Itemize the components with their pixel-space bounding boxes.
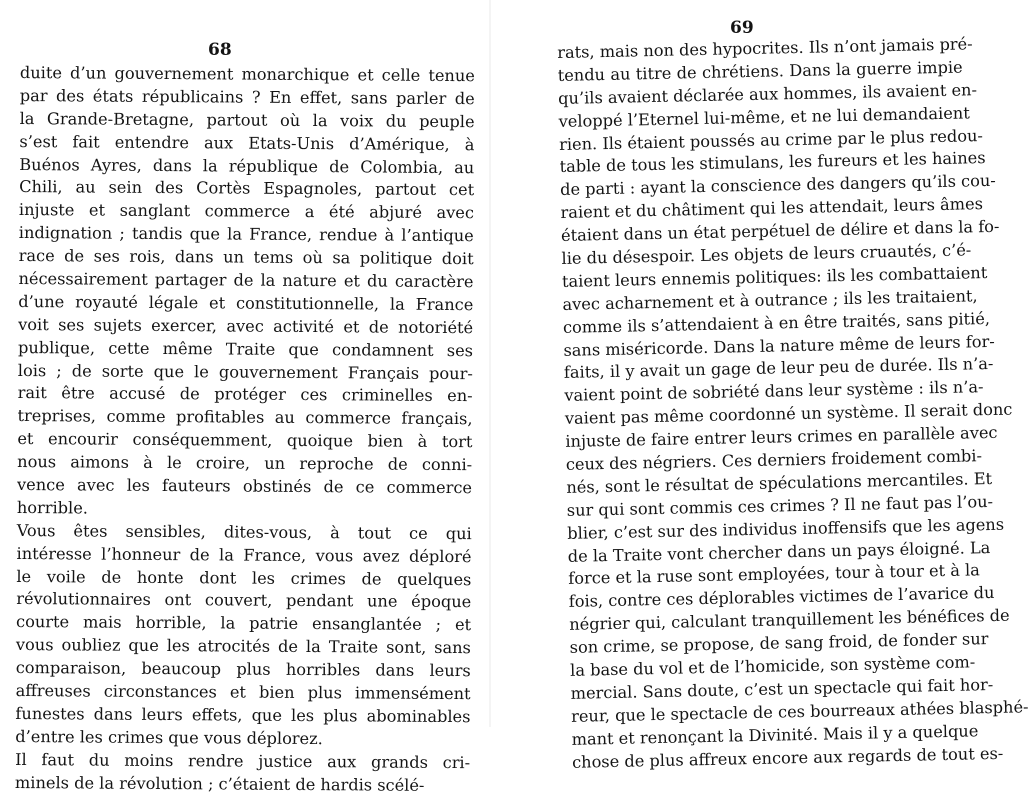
text-line: reur, que le spectacle de ces bourreaux athées blasphé- <box>570 697 1029 726</box>
text-line: lie du désespoir. Les objets de leurs cruautés, c’é- <box>561 240 972 268</box>
text-line: raient et du châtiment qui les attendait, leurs âmes <box>560 194 984 223</box>
text-line: étaient dans un état perpétuel de délire et dans la fo- <box>560 216 1000 246</box>
text-line: vaient pas même coordonné un système. Il serait donc <box>564 399 1013 429</box>
text-line: avec acharnement et à outrance ; ils les traitaient, <box>562 286 978 314</box>
text-line: de la Traite vont chercher dans un pays éloigné. La <box>567 537 991 566</box>
page-number: 68 <box>208 40 232 60</box>
text-line: son crime, se propose, de sang froid, de fonder sur <box>569 629 989 658</box>
text-line: rats, mais non des hypocrites. Ils n’ont jamais pré- <box>557 34 973 62</box>
text-line: funestes dans leurs effets, que les plus abominables <box>15 703 471 727</box>
text-line: minels de la révolution ; c’étaient de hardis scélé- <box>14 772 425 795</box>
text-line: nés, sont le résultat de spéculations mercantiles. Et <box>566 468 993 497</box>
text-line: comme ils s’attendaient à en être traités, sans pitié, <box>562 308 991 337</box>
text-line: négrier qui, calculant tranquillement les bénéfices de <box>569 605 1010 635</box>
text-line: indignation ; tandis que la France, rendue à l’antique <box>18 223 474 246</box>
text-line: s’est fait entendre aux Etats-Unis d’Amérique, à <box>19 131 475 154</box>
text-line: la Grande-Bretagne, partout où la voix du peuple <box>19 108 475 131</box>
text-line: injuste et sanglant commerce a été abjuré avec <box>18 200 475 223</box>
text-line: faits, il y avait un gage de leur peu de durée. Ils n’a- <box>563 354 994 383</box>
text-line: taient leurs ennemis politiques: ils les combattaient <box>561 262 988 291</box>
text-line: Vous êtes sensibles, dites-vous, à tout ce qui <box>16 520 472 543</box>
text-line: vous oubliez que les atrocités de la Traite sont, sans <box>15 635 471 658</box>
text-line: révolutionnaires ont couvert, pendant une époque <box>16 589 472 612</box>
text-line: la base du vol et de l’homicide, son système com- <box>569 652 976 680</box>
text-line: de parti : ayant la conscience des dangers qu’ils cou- <box>559 171 996 200</box>
text-line: Il faut du moins rendre justice aux grands cri- <box>15 749 471 772</box>
right-page-text <box>557 34 1029 775</box>
text-line: race de ses rois, dans un tems où sa politique doit <box>18 246 474 269</box>
text-line: courte mais horrible, la patrie ensanglantée ; et <box>16 612 472 635</box>
left-page-text <box>15 62 475 798</box>
text-line: comparaison, beaucoup plus horribles dans leurs <box>15 658 471 681</box>
text-line: intéresse l’honneur de la France, vous avez déploré <box>16 543 472 566</box>
text-line: tendu au titre de chrétiens. Dans la guerre impie <box>557 57 963 85</box>
text-line: blier, c’est sur des individus inoffensifs que les agens <box>567 514 1005 543</box>
text-line: d’une royauté légale et constitutionnelle, la France <box>18 291 474 315</box>
text-line: publique, cette même Traite que condamnent ses <box>17 337 474 360</box>
text-line: le voile de honte dont les crimes de quelques <box>16 566 472 589</box>
text-line: Chili, au sein des Cortès Espagnoles, partout cet <box>19 177 475 200</box>
text-line: veloppé l’Eternel lui-même, et ne lui demandaient <box>558 103 970 131</box>
text-line: voit ses sujets exercer, avec activité et de notoriété <box>18 314 474 337</box>
text-line: nécessairement partager de la nature et du caractère <box>18 269 474 292</box>
text-line: vaient point de sobriété dans leur système : ils n’a- <box>564 377 984 406</box>
text-line: ceux des négriers. Ces derniers froidement combi- <box>565 446 983 474</box>
text-line: injuste de faire entrer leurs crimes en parallèle avec <box>565 423 998 452</box>
text-line: Buénos Ayres, dans la république de Colombia, au <box>19 154 475 177</box>
text-line: rait être accusé de protéger ces criminelles en- <box>17 383 473 406</box>
page-number: 69 <box>730 18 754 38</box>
text-line: sans miséricorde. Dans la nature même de leurs for- <box>563 331 995 360</box>
text-line: rien. Ils étaient poussés au crime par le plus redou- <box>558 125 984 154</box>
text-line: d’entre les crimes que vous déplorez. <box>15 726 323 748</box>
text-line: par des états républicains ? En effet, sans parler de <box>19 85 475 109</box>
text-line: vence avec les fauteurs obstinés de ce commerce <box>16 475 473 498</box>
text-line: qu’ils avaient déclarée aux hommes, ils avaient en- <box>557 79 978 108</box>
left-page <box>0 0 490 795</box>
text-line: mant et renonçant la Divinité. Mais il y a quelque <box>571 721 979 749</box>
text-line: chose de plus affreux encore aux regards de tout es- <box>571 743 1004 772</box>
text-line: mercial. Sans doute, c’est un spectacle qui fait hor- <box>570 674 994 703</box>
text-line: affreuses circonstances et bien plus immensément <box>15 681 471 704</box>
text-line: horrible. <box>16 497 89 518</box>
text-line: treprises, comme profitables au commerce français, <box>17 406 473 429</box>
text-line: et encourir conséquemment, quoique bien à tort <box>17 429 473 452</box>
text-line: force et la ruse sont employées, tour à tour et à la <box>568 560 981 589</box>
text-line: nous aimons à le croire, un reproche de conni- <box>17 452 473 475</box>
text-line: fois, contre ces déplorables victimes de l’avarice du <box>568 583 995 612</box>
text-line: lois ; de sorte que le gouvernement Français pour- <box>17 360 473 383</box>
text-line: sur qui sont commis ces crimes ? Il ne faut pas l’ou- <box>566 491 994 520</box>
right-page <box>490 0 1029 772</box>
text-line: table de tous les stimulans, les fureurs et les haines <box>559 148 986 177</box>
text-line: duite d’un gouvernement monarchique et celle tenue <box>19 62 475 86</box>
